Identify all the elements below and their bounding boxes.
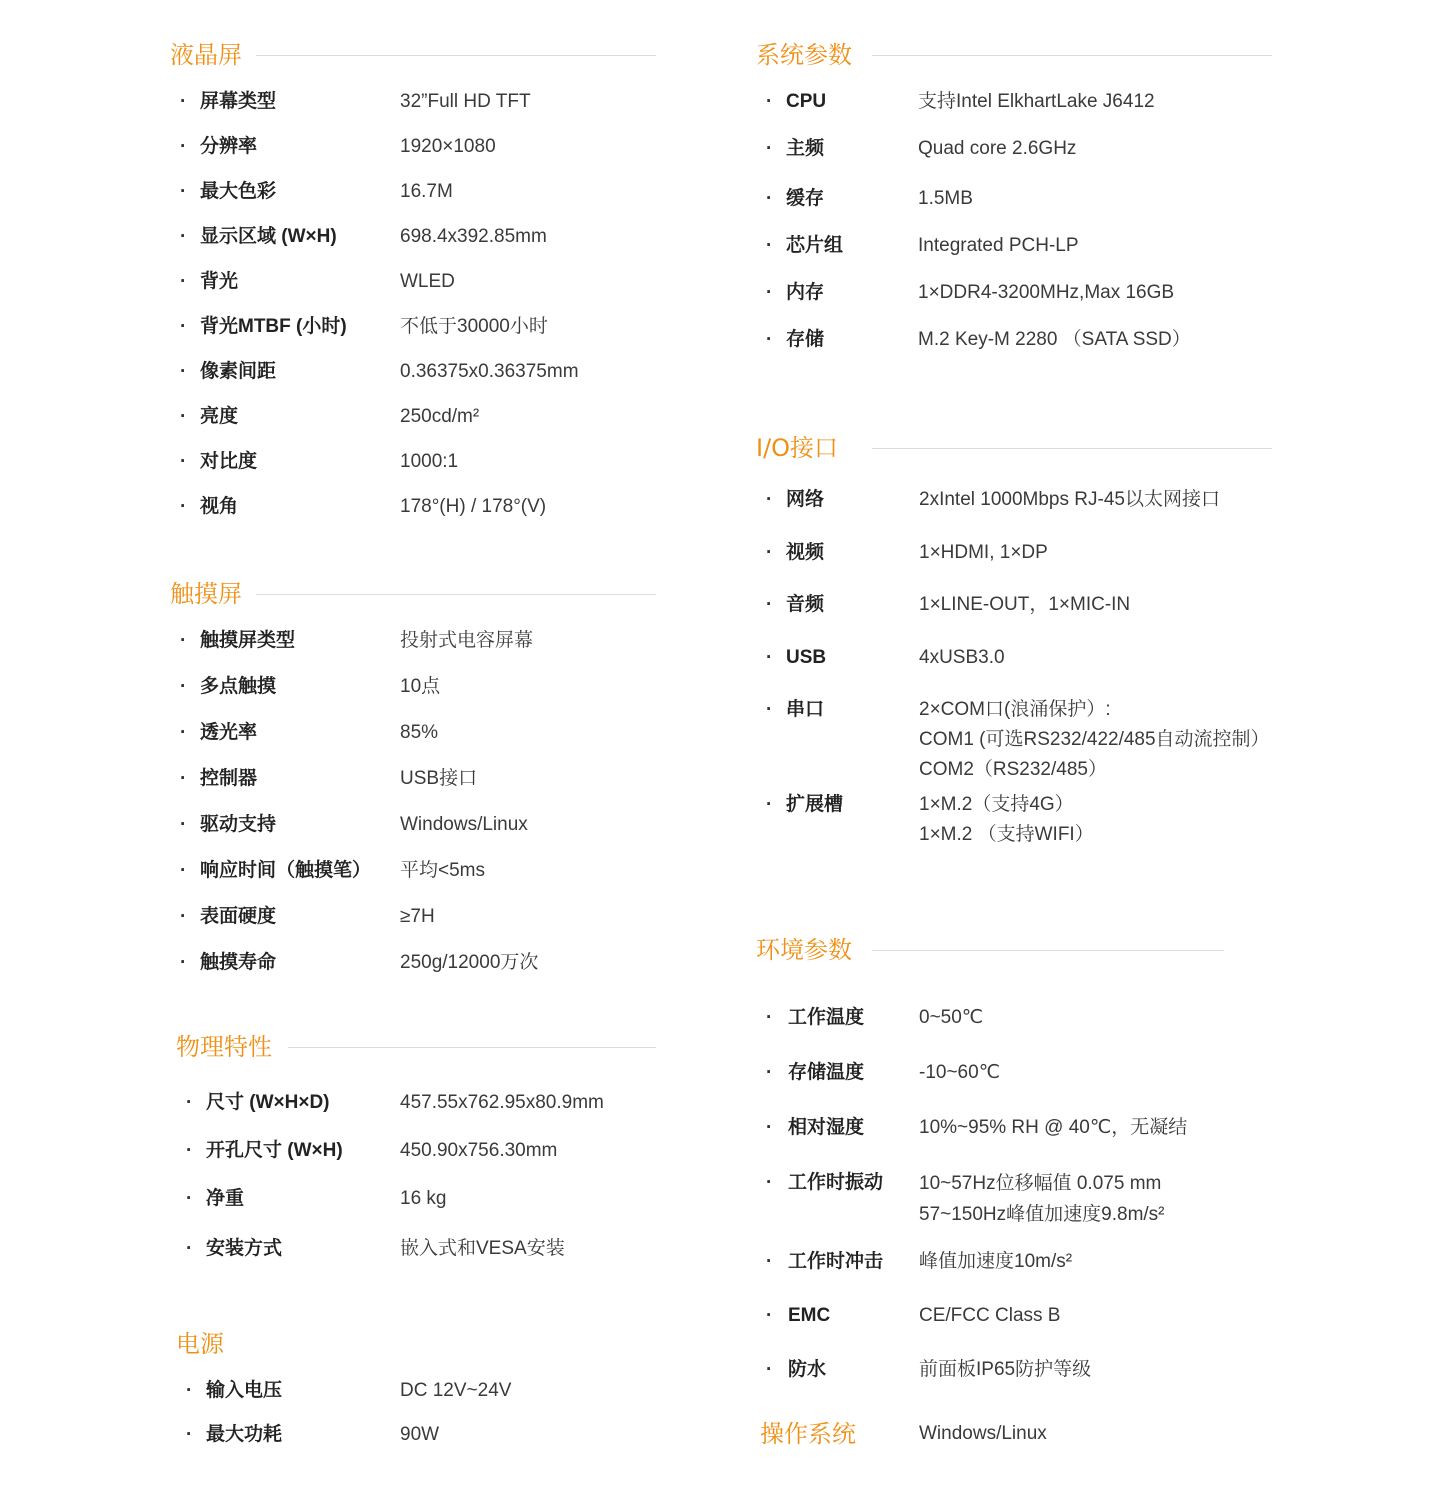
spec-value-line: COM2（RS232/485） (919, 759, 1107, 780)
spec-label: 开孔尺寸 (W×H) (206, 1140, 343, 1161)
os-section-title: 操作系统 (760, 1420, 856, 1448)
bullet: · (180, 952, 187, 973)
section-divider (872, 448, 1272, 449)
spec-label: 芯片组 (786, 235, 844, 256)
bullet: · (766, 235, 773, 256)
bullet: · (766, 794, 773, 815)
spec-value: Quad core 2.6GHz (918, 138, 1077, 159)
bullet: · (180, 181, 187, 202)
bullet: · (186, 1092, 193, 1113)
spec-label: 串口 (786, 699, 825, 720)
spec-label: 显示区域 (W×H) (200, 226, 337, 247)
spec-label: CPU (786, 91, 827, 112)
spec-value: 1×HDMI, 1×DP (919, 542, 1048, 563)
spec-label: 视频 (786, 542, 825, 563)
spec-value: 10点 (400, 676, 441, 697)
spec-label: 内存 (786, 282, 825, 303)
bullet: · (766, 1007, 773, 1028)
spec-value: 32”Full HD TFT (400, 91, 531, 112)
spec-value-multiline (919, 1168, 1165, 1230)
physical-section-title: 物理特性 (176, 1033, 272, 1061)
bullet: · (766, 594, 773, 615)
spec-label: 分辨率 (200, 136, 258, 157)
spec-value: Integrated PCH-LP (918, 235, 1079, 256)
spec-value: 178°(H) / 178°(V) (400, 496, 547, 517)
spec-label: 屏幕类型 (200, 91, 277, 112)
bullet: · (766, 699, 773, 720)
spec-label: EMC (788, 1305, 831, 1326)
spec-label: 像素间距 (200, 361, 277, 382)
bullet: · (766, 542, 773, 563)
spec-label: 存储 (786, 329, 825, 350)
spec-value-line: 57~150Hz峰值加速度9.8m/s² (919, 1204, 1165, 1225)
bullet: · (180, 496, 187, 517)
spec-value: 1.5MB (918, 188, 973, 209)
spec-label: 对比度 (200, 451, 258, 472)
bullet: · (766, 329, 773, 350)
spec-label: 触摸屏类型 (200, 630, 296, 651)
spec-label: 最大功耗 (206, 1424, 283, 1445)
spec-value: -10~60℃ (919, 1062, 1001, 1083)
bullet: · (766, 1305, 773, 1326)
spec-value: 0~50℃ (919, 1007, 984, 1028)
spec-value: 2xIntel 1000Mbps RJ-45以太网接口 (919, 489, 1220, 510)
spec-label: 防水 (788, 1359, 827, 1380)
bullet: · (180, 906, 187, 927)
bullet: · (180, 768, 187, 789)
spec-value: 16 kg (400, 1188, 447, 1209)
spec-value: 投射式电容屏幕 (400, 630, 534, 651)
spec-label: 工作温度 (788, 1007, 865, 1028)
bullet: · (766, 1251, 773, 1272)
bullet: · (180, 91, 187, 112)
spec-value: 支持Intel ElkhartLake J6412 (918, 91, 1155, 112)
spec-value: 85% (400, 722, 439, 743)
io-section-title: I/O接口 (756, 434, 839, 462)
spec-value: 前面板IP65防护等级 (919, 1359, 1092, 1380)
spec-value-line: 1×M.2 （支持WIFI） (919, 824, 1094, 845)
spec-value: M.2 Key-M 2280 （SATA SSD） (918, 329, 1191, 350)
spec-label: 音频 (786, 594, 825, 615)
spec-label: 多点触摸 (200, 676, 277, 697)
section-divider (256, 594, 656, 595)
system-section (756, 38, 1276, 350)
bullet: · (180, 676, 187, 697)
environment-section-title: 环境参数 (756, 936, 852, 964)
bullet: · (180, 361, 187, 382)
bullet: · (186, 1188, 193, 1209)
bullet: · (766, 1117, 773, 1138)
spec-label: 工作时冲击 (788, 1251, 884, 1272)
spec-value: 90W (400, 1424, 440, 1445)
section-divider (288, 1047, 656, 1048)
bullet: · (186, 1140, 193, 1161)
spec-value: 1×DDR4-3200MHz,Max 16GB (918, 282, 1175, 303)
bullet: · (766, 188, 773, 209)
lcd-section-title: 液晶屏 (170, 41, 242, 69)
bullet: · (180, 814, 187, 835)
bullet: · (186, 1238, 193, 1259)
touch-section-title: 触摸屏 (170, 580, 242, 608)
spec-value: 峰值加速度10m/s² (919, 1251, 1073, 1272)
power-section-title: 电源 (176, 1330, 224, 1358)
bullet: · (186, 1424, 193, 1445)
touch-section (170, 577, 660, 973)
spec-value: DC 12V~24V (400, 1380, 512, 1401)
spec-value: 250cd/m² (400, 406, 480, 427)
environment-section (756, 933, 1276, 1380)
spec-label: 透光率 (200, 722, 258, 743)
spec-value: USB接口 (400, 768, 478, 789)
spec-label: 主频 (786, 138, 825, 159)
bullet: · (766, 1359, 773, 1380)
spec-value-line: 10~57Hz位移幅值 0.075 mm (919, 1173, 1162, 1194)
io-section (756, 431, 1316, 845)
bullet: · (766, 1062, 773, 1083)
section-divider (256, 55, 656, 56)
bullet: · (766, 647, 773, 668)
spec-label: 存储温度 (788, 1062, 865, 1083)
spec-label: 工作时振动 (788, 1172, 884, 1193)
bullet: · (180, 630, 187, 651)
spec-value-line: 2×COM口(浪涌保护）: (919, 699, 1111, 720)
power-section (176, 1327, 660, 1445)
spec-value: 10%~95% RH @ 40℃，无凝结 (919, 1117, 1188, 1138)
bullet: · (186, 1380, 193, 1401)
spec-value: 嵌入式和VESA安装 (400, 1238, 565, 1259)
section-divider (872, 950, 1224, 951)
system-section-title: 系统参数 (756, 41, 852, 69)
spec-value: 1920×1080 (400, 136, 496, 157)
spec-label: 扩展槽 (786, 794, 844, 815)
bullet: · (180, 226, 187, 247)
spec-label: 尺寸 (W×H×D) (206, 1092, 330, 1113)
spec-value-line: 1×M.2（支持4G） (919, 794, 1074, 815)
spec-label: 净重 (206, 1188, 245, 1209)
bullet: · (180, 722, 187, 743)
bullet: · (180, 406, 187, 427)
spec-value-multiline (919, 695, 1270, 785)
spec-value: 0.36375x0.36375mm (400, 361, 579, 382)
spec-value-line: COM1 (可选RS232/422/485自动流控制） (919, 729, 1270, 750)
spec-value: ≥7H (400, 906, 435, 927)
spec-label: 背光MTBF (小时) (200, 316, 347, 337)
spec-value-multiline (919, 790, 1094, 850)
bullet: · (766, 138, 773, 159)
spec-value: 16.7M (400, 181, 453, 202)
spec-label: 背光 (200, 271, 239, 292)
spec-value: 450.90x756.30mm (400, 1140, 558, 1161)
spec-value: 不低于30000小时 (400, 316, 548, 337)
bullet: · (766, 91, 773, 112)
spec-label: 亮度 (200, 406, 239, 427)
spec-label: 响应时间（触摸笔） (200, 860, 372, 881)
spec-value: 1×LINE-OUT，1×MIC-IN (919, 594, 1131, 615)
lcd-section (170, 38, 660, 517)
bullet: · (766, 282, 773, 303)
section-divider (872, 55, 1272, 56)
spec-label: 缓存 (786, 188, 825, 209)
spec-label: 控制器 (200, 768, 258, 789)
spec-value: 250g/12000万次 (400, 952, 539, 973)
spec-value: Windows/Linux (919, 1423, 1047, 1444)
bullet: · (180, 451, 187, 472)
spec-label: 安装方式 (206, 1238, 283, 1259)
bullet: · (180, 316, 187, 337)
spec-label: 相对湿度 (788, 1117, 865, 1138)
spec-value: WLED (400, 271, 455, 292)
bullet: · (766, 489, 773, 510)
spec-label: 视角 (200, 496, 239, 517)
spec-value: 平均<5ms (400, 860, 485, 881)
spec-value: CE/FCC Class B (919, 1305, 1061, 1326)
spec-label: 表面硬度 (200, 906, 277, 927)
spec-label: USB (786, 647, 827, 668)
spec-value: Windows/Linux (400, 814, 528, 835)
spec-label: 输入电压 (206, 1380, 283, 1401)
spec-label: 触摸寿命 (200, 952, 277, 973)
spec-label: 最大色彩 (200, 181, 277, 202)
spec-value: 457.55x762.95x80.9mm (400, 1092, 604, 1113)
bullet: · (180, 271, 187, 292)
spec-value: 1000:1 (400, 451, 459, 472)
physical-section (176, 1030, 660, 1259)
bullet: · (766, 1172, 773, 1193)
spec-label: 驱动支持 (200, 814, 277, 835)
spec-value: 698.4x392.85mm (400, 226, 547, 247)
os-section (760, 1417, 1280, 1451)
bullet: · (180, 860, 187, 881)
bullet: · (180, 136, 187, 157)
spec-value: 4xUSB3.0 (919, 647, 1005, 668)
spec-label: 网络 (786, 489, 825, 510)
